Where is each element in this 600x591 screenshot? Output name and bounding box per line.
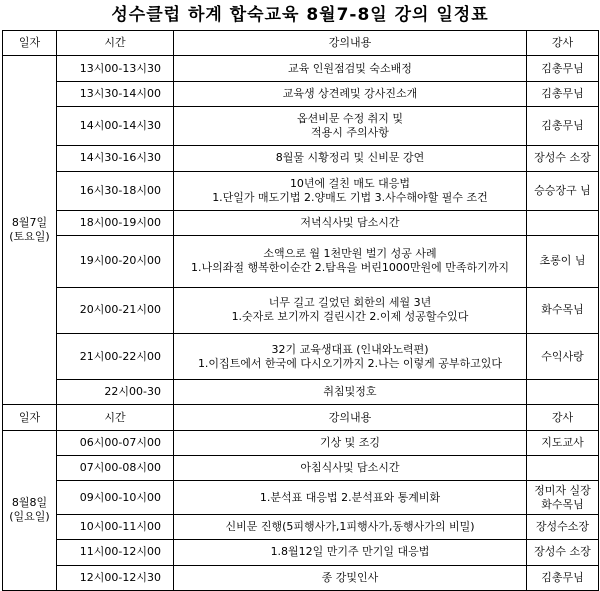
table-row [3, 540, 599, 565]
instructor-cell [527, 287, 599, 333]
time-cell: 13시00-13시30 [57, 56, 174, 81]
date-line: (토요일) [9, 230, 50, 244]
content-cell [174, 565, 527, 590]
time-cell: 13시30-14시00 [57, 81, 174, 106]
time-cell: 20시00-21시00 [57, 287, 174, 333]
content-cell [174, 171, 527, 210]
instructor-cell [527, 107, 599, 146]
instructor-line: 수익사랑 [541, 349, 584, 363]
content-line: 1.숫자로 보기까지 걸린시간 2.이제 성공할수있다 [231, 310, 469, 324]
table-row [3, 565, 599, 590]
instructor-cell [527, 565, 599, 590]
table-row [3, 56, 599, 81]
table-row [3, 171, 599, 210]
date-line: 8월8일 [11, 496, 48, 510]
table-row [3, 514, 599, 539]
instructor-cell [527, 430, 599, 455]
content-line: 교육생 상견례및 강사진소개 [282, 86, 418, 100]
table-row [3, 81, 599, 106]
content-line: 1.8월12일 만기주 만기일 대응법 [270, 545, 430, 559]
content-line: 1.분석표 대응법 2.분석표와 통계비화 [259, 490, 441, 504]
time-cell: 10시00-11시00 [57, 514, 174, 539]
date-cell [3, 56, 57, 405]
header-content: 강의내용 [174, 405, 527, 430]
table-row [3, 430, 599, 455]
instructor-line: 화수목님 [541, 497, 584, 511]
header-date: 일자 [3, 31, 57, 56]
content-line: 적용시 주의사항 [311, 126, 389, 140]
table-row [3, 287, 599, 333]
content-cell [174, 380, 527, 405]
content-cell [174, 56, 527, 81]
table-row [3, 146, 599, 171]
content-line: 1.단일가 매도기법 2.양매도 기법 3.사수해야할 필수 조건 [212, 190, 488, 204]
content-cell [174, 430, 527, 455]
time-cell: 19시00-20시00 [57, 236, 174, 288]
content-cell [174, 81, 527, 106]
table-row [3, 481, 599, 514]
content-cell [174, 481, 527, 514]
table-row [3, 333, 599, 379]
header-date: 일자 [3, 405, 57, 430]
date-line: 8월7일 [11, 216, 48, 230]
content-line: 1.나의좌절 행복한이순간 2.탐욕을 버린1000만원에 만족하기까지 [191, 261, 509, 275]
content-cell [174, 456, 527, 481]
content-line: 옵션비문 수정 취지 및 [296, 112, 404, 126]
page-title: 성수클럽 하계 합숙교육 8월7-8일 강의 일정표 [111, 5, 489, 25]
instructor-line: 정미자 실장 [534, 483, 591, 497]
instructor-cell [527, 456, 599, 481]
table-row [3, 107, 599, 146]
content-cell [174, 514, 527, 539]
instructor-line: 장성수 소장 [534, 545, 591, 559]
instructor-line: 장성수 소장 [534, 151, 591, 165]
content-line: 신비문 진행(5피행사가,1피행사가,동행사가의 비밀) [225, 520, 475, 534]
content-cell [174, 287, 527, 333]
instructor-line: 장성수소장 [535, 520, 590, 534]
content-line: 너무 길고 길었던 회한의 세월 3년 [268, 296, 432, 310]
day2-header-row [3, 405, 599, 430]
instructor-line: 김총무님 [541, 570, 584, 584]
content-cell [174, 146, 527, 171]
schedule-table [2, 30, 599, 591]
content-cell [174, 107, 527, 146]
time-cell: 09시00-10시00 [57, 481, 174, 514]
time-cell: 06시00-07시00 [57, 430, 174, 455]
header-content: 강의내용 [174, 31, 527, 56]
instructor-cell [527, 540, 599, 565]
instructor-cell [527, 380, 599, 405]
time-cell: 07시00-08시00 [57, 456, 174, 481]
content-cell [174, 333, 527, 379]
instructor-cell [527, 210, 599, 235]
header-time: 시간 [57, 405, 174, 430]
instructor-line: 승승장구 님 [534, 183, 591, 197]
table-row [3, 456, 599, 481]
time-cell: 16시30-18시00 [57, 171, 174, 210]
table-row [3, 210, 599, 235]
content-line: 1.이집트에서 한국에 다시오기까지 2.나는 이렇게 공부하고있다 [197, 356, 503, 370]
content-line: 8월물 시황정리 및 신비문 강연 [275, 151, 425, 165]
table-row [3, 236, 599, 288]
content-line: 종 강및인사 [321, 570, 379, 584]
time-cell: 18시00-19시00 [57, 210, 174, 235]
content-line: 32기 교육생대표 (인내와노력편) [271, 342, 429, 356]
time-cell: 14시30-16시30 [57, 146, 174, 171]
instructor-cell [527, 81, 599, 106]
content-cell [174, 210, 527, 235]
content-line: 소액으로 월 1천만원 벌기 성공 사례 [263, 247, 437, 261]
content-line: 취침및정호 [323, 385, 377, 399]
time-cell: 12시00-12시30 [57, 565, 174, 590]
instructor-line: 김총무님 [541, 119, 584, 133]
instructor-line: 김총무님 [541, 61, 584, 75]
time-cell: 22시00-30 [57, 380, 174, 405]
header-time: 시간 [57, 31, 174, 56]
content-cell [174, 540, 527, 565]
instructor-line: 김총무님 [541, 86, 584, 100]
instructor-cell [527, 481, 599, 514]
date-line: (일요일) [9, 510, 50, 524]
instructor-cell [527, 56, 599, 81]
content-line: 10년에 걸친 매도 대응법 [289, 176, 411, 190]
instructor-cell [527, 514, 599, 539]
time-cell: 11시00-12시00 [57, 540, 174, 565]
instructor-cell [527, 146, 599, 171]
time-cell: 21시00-22시00 [57, 333, 174, 379]
instructor-cell [527, 333, 599, 379]
content-line: 교육 인원점검및 숙소배정 [288, 61, 412, 75]
day1-header-row [3, 31, 599, 56]
instructor-line: 지도교사 [541, 435, 584, 449]
content-cell [174, 236, 527, 288]
content-line: 기상 및 조깅 [319, 435, 381, 449]
instructor-cell [527, 236, 599, 288]
instructor-line: 초롱이 님 [539, 254, 586, 268]
header-instructor: 강사 [527, 31, 599, 56]
time-cell: 14시00-14시30 [57, 107, 174, 146]
table-row [3, 380, 599, 405]
content-line: 저녁식사및 담소시간 [300, 215, 400, 229]
instructor-cell [527, 171, 599, 210]
content-line: 아침식사및 담소시간 [300, 461, 400, 475]
date-cell [3, 430, 57, 590]
header-instructor: 강사 [527, 405, 599, 430]
instructor-line: 화수목님 [541, 303, 584, 317]
